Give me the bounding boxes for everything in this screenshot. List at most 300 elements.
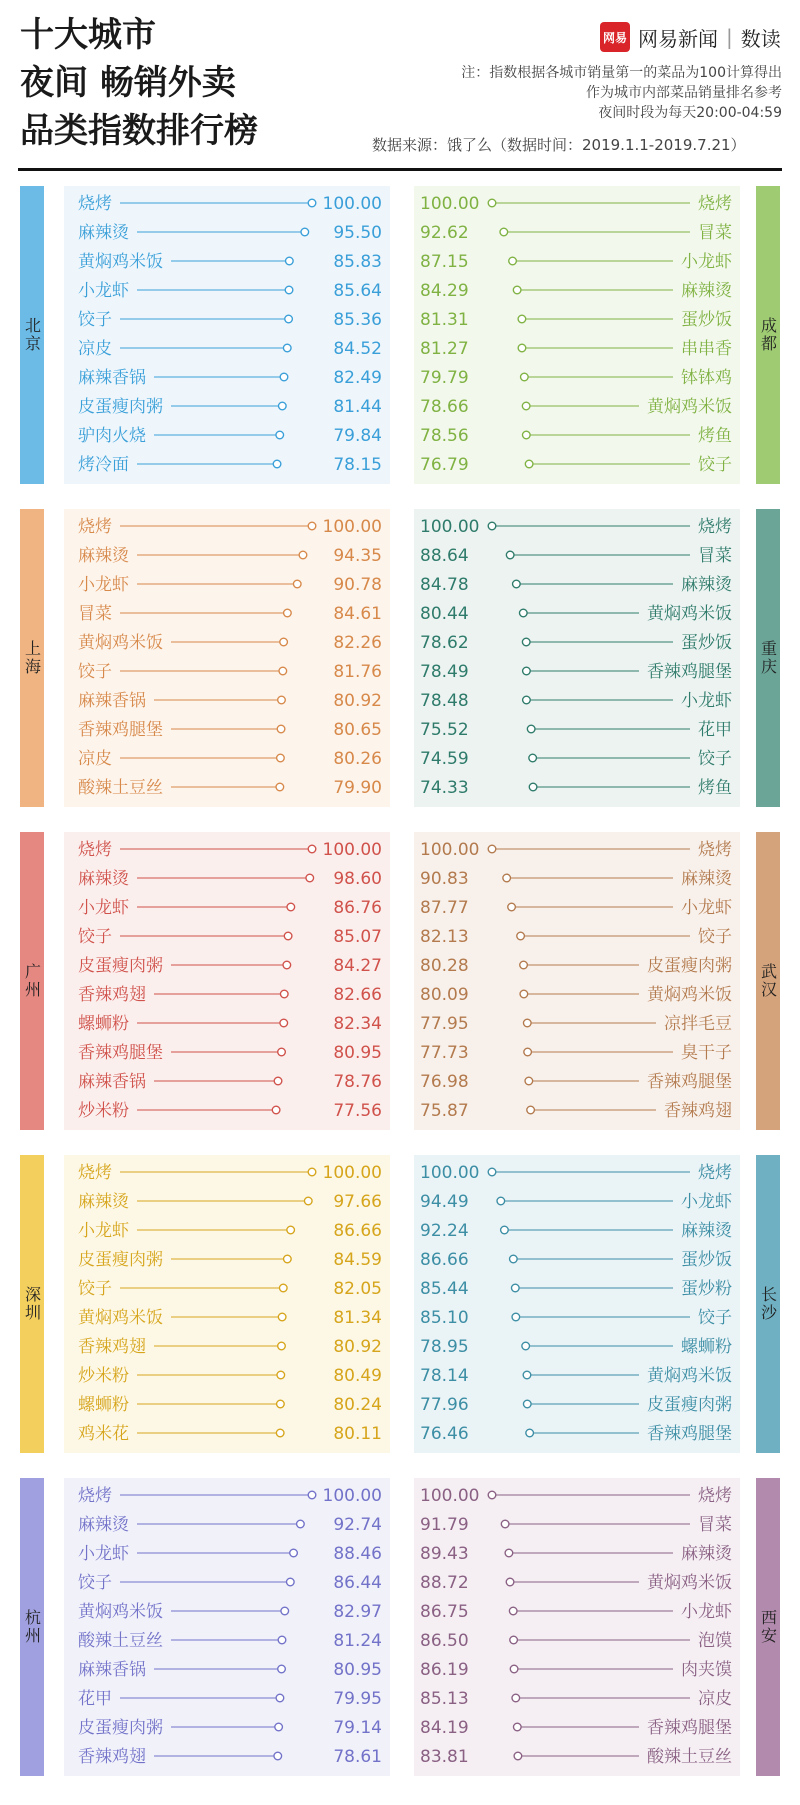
item-name: 冒菜 xyxy=(698,546,732,566)
item-value: 85.83 xyxy=(333,252,382,272)
lollipop-dot xyxy=(520,961,528,969)
lollipop-dot xyxy=(527,725,535,733)
item-name: 麻辣烫 xyxy=(681,869,732,889)
lollipop-dot xyxy=(520,990,528,998)
lollipop-dot xyxy=(512,1313,520,1321)
lollipop-dot xyxy=(506,551,514,559)
lollipop-dot xyxy=(272,1106,280,1114)
lollipop-dot xyxy=(273,460,281,468)
city-bar-长沙 xyxy=(756,1155,780,1453)
item-value: 82.66 xyxy=(333,985,382,1005)
item-value: 79.14 xyxy=(333,1718,382,1738)
item-value: 87.15 xyxy=(420,252,469,272)
item-name: 麻辣烫 xyxy=(78,1192,129,1212)
item-name: 烧烤 xyxy=(78,1163,112,1183)
item-name: 黄焖鸡米饭 xyxy=(78,633,163,653)
chart-深圳 xyxy=(64,1155,390,1453)
title-line-2: 夜间 畅销外卖 xyxy=(20,63,236,103)
item-name: 黄焖鸡米饭 xyxy=(78,1308,163,1328)
item-value: 86.66 xyxy=(333,1221,382,1241)
item-value: 82.13 xyxy=(420,927,469,947)
item-value: 86.44 xyxy=(333,1573,382,1593)
lollipop-dot xyxy=(513,1723,521,1731)
lollipop-dot xyxy=(284,609,292,617)
lollipop-dot xyxy=(293,580,301,588)
item-name: 香辣鸡翅 xyxy=(78,985,146,1005)
lollipop-dot xyxy=(308,845,316,853)
lollipop-dot xyxy=(308,1491,316,1499)
item-name: 驴肉火烧 xyxy=(78,426,146,446)
lollipop-dot xyxy=(488,1491,496,1499)
panel-上海 xyxy=(64,509,390,807)
item-value: 79.90 xyxy=(333,778,382,798)
item-value: 84.78 xyxy=(420,575,469,595)
item-name: 饺子 xyxy=(698,927,732,947)
item-name: 皮蛋瘦肉粥 xyxy=(647,956,732,976)
item-value: 78.62 xyxy=(420,633,469,653)
item-value: 78.48 xyxy=(420,691,469,711)
note-line-2: 作为城市内部菜品销量排名参考 xyxy=(586,85,782,101)
city-label: 长沙 xyxy=(758,1286,778,1322)
item-value: 81.44 xyxy=(333,397,382,417)
lollipop-dot xyxy=(277,754,285,762)
lollipop-dot xyxy=(517,932,525,940)
item-name: 香辣鸡腿堡 xyxy=(78,1043,163,1063)
item-name: 饺子 xyxy=(698,749,732,769)
city-label: 成都 xyxy=(758,317,778,353)
item-name: 饺子 xyxy=(78,310,112,330)
city-label: 上海 xyxy=(22,640,42,676)
lollipop-dot xyxy=(514,1752,522,1760)
lollipop-dot xyxy=(308,1168,316,1176)
panel-杭州 xyxy=(64,1478,390,1776)
item-name: 香辣鸡翅 xyxy=(78,1337,146,1357)
item-name: 烤鱼 xyxy=(698,426,732,446)
item-name: 冒菜 xyxy=(698,223,732,243)
item-value: 81.76 xyxy=(333,662,382,682)
item-value: 80.44 xyxy=(420,604,469,624)
item-name: 小龙虾 xyxy=(78,281,129,301)
lollipop-dot xyxy=(306,874,314,882)
lollipop-dot xyxy=(274,1752,282,1760)
lollipop-dot xyxy=(488,1168,496,1176)
item-value: 85.10 xyxy=(420,1308,469,1328)
item-value: 78.66 xyxy=(420,397,469,417)
item-value: 80.92 xyxy=(333,691,382,711)
item-value: 80.24 xyxy=(333,1395,382,1415)
item-value: 85.36 xyxy=(333,310,382,330)
item-name: 香辣鸡翅 xyxy=(664,1101,732,1121)
item-value: 74.33 xyxy=(420,778,469,798)
panel-深圳 xyxy=(64,1155,390,1453)
item-value: 100.00 xyxy=(420,194,480,214)
note-line-3: 夜间时段为每天20:00-04:59 xyxy=(598,105,782,121)
lollipop-dot xyxy=(280,990,288,998)
item-name: 麻辣烫 xyxy=(78,869,129,889)
item-value: 80.95 xyxy=(333,1043,382,1063)
item-value: 77.56 xyxy=(333,1101,382,1121)
lollipop-dot xyxy=(523,1400,531,1408)
netease-logo-icon: 网易 xyxy=(600,22,630,52)
item-value: 79.84 xyxy=(333,426,382,446)
item-name: 麻辣烫 xyxy=(681,575,732,595)
chart-上海 xyxy=(64,509,390,807)
lollipop-dot xyxy=(523,696,531,704)
lollipop-dot xyxy=(280,1019,288,1027)
item-value: 85.13 xyxy=(420,1689,469,1709)
item-name: 蛋炒饭 xyxy=(681,1250,732,1270)
item-value: 79.95 xyxy=(333,1689,382,1709)
item-value: 78.76 xyxy=(333,1072,382,1092)
item-name: 烧烤 xyxy=(698,1486,732,1506)
lollipop-dot xyxy=(488,845,496,853)
note-line-1: 注：指数根据各城市销量第一的菜品为100计算得出 xyxy=(461,65,782,81)
item-value: 90.83 xyxy=(420,869,469,889)
city-label: 广州 xyxy=(22,963,42,999)
item-name: 烧烤 xyxy=(698,840,732,860)
item-value: 86.75 xyxy=(420,1602,469,1622)
lollipop-dot xyxy=(523,667,531,675)
item-name: 香辣鸡翅 xyxy=(78,1747,146,1767)
item-value: 88.64 xyxy=(420,546,469,566)
chart-杭州 xyxy=(64,1478,390,1776)
item-name: 饺子 xyxy=(78,927,112,947)
lollipop-dot xyxy=(509,257,517,265)
chart-北京 xyxy=(64,186,390,484)
item-name: 小龙虾 xyxy=(681,252,732,272)
item-name: 皮蛋瘦肉粥 xyxy=(647,1395,732,1415)
item-name: 冒菜 xyxy=(78,604,112,624)
item-name: 香辣鸡腿堡 xyxy=(647,1424,732,1444)
item-name: 黄焖鸡米饭 xyxy=(78,252,163,272)
panel-成都 xyxy=(414,186,740,484)
item-name: 炒米粉 xyxy=(78,1366,129,1386)
item-value: 97.66 xyxy=(333,1192,382,1212)
lollipop-dot xyxy=(274,1077,282,1085)
item-name: 烧烤 xyxy=(78,194,112,214)
lollipop-dot xyxy=(287,1578,295,1586)
item-value: 84.27 xyxy=(333,956,382,976)
lollipop-dot xyxy=(308,522,316,530)
chart-成都 xyxy=(414,186,740,484)
lollipop-dot xyxy=(301,228,309,236)
item-name: 麻辣香锅 xyxy=(78,1660,146,1680)
city-bar-西安 xyxy=(756,1478,780,1776)
item-name: 黄焖鸡米饭 xyxy=(647,397,732,417)
item-name: 烧烤 xyxy=(78,840,112,860)
lollipop-dot xyxy=(277,1400,285,1408)
panel-重庆 xyxy=(414,509,740,807)
item-value: 82.34 xyxy=(333,1014,382,1034)
item-name: 烧烤 xyxy=(698,517,732,537)
item-value: 75.87 xyxy=(420,1101,469,1121)
item-value: 92.24 xyxy=(420,1221,469,1241)
item-name: 臭干子 xyxy=(681,1043,732,1063)
lollipop-dot xyxy=(304,1197,312,1205)
item-value: 94.49 xyxy=(420,1192,469,1212)
item-value: 100.00 xyxy=(322,840,382,860)
lollipop-dot xyxy=(285,315,293,323)
item-value: 91.79 xyxy=(420,1515,469,1535)
lollipop-dot xyxy=(308,199,316,207)
item-value: 84.29 xyxy=(420,281,469,301)
lollipop-dot xyxy=(510,1665,518,1673)
brand-sub: 数读 xyxy=(740,26,781,51)
lollipop-dot xyxy=(278,1665,286,1673)
lollipop-dot xyxy=(279,1284,287,1292)
item-name: 烤鱼 xyxy=(698,778,732,798)
item-value: 78.56 xyxy=(420,426,469,446)
item-value: 88.46 xyxy=(333,1544,382,1564)
title-line-1: 十大城市 xyxy=(20,15,156,55)
chart-武汉 xyxy=(414,832,740,1130)
lollipop-dot xyxy=(285,286,293,294)
item-name: 烤冷面 xyxy=(78,455,129,475)
item-value: 86.66 xyxy=(420,1250,469,1270)
item-value: 77.95 xyxy=(420,1014,469,1034)
lollipop-dot xyxy=(500,228,508,236)
lollipop-dot xyxy=(276,1429,284,1437)
item-value: 86.76 xyxy=(333,898,382,918)
item-value: 81.27 xyxy=(420,339,469,359)
item-name: 泡馍 xyxy=(698,1631,732,1651)
lollipop-dot xyxy=(278,1342,286,1350)
lollipop-dot xyxy=(525,460,533,468)
item-value: 85.64 xyxy=(333,281,382,301)
item-value: 80.65 xyxy=(333,720,382,740)
item-value: 86.50 xyxy=(420,1631,469,1651)
city-label: 深圳 xyxy=(22,1286,42,1322)
lollipop-dot xyxy=(521,373,529,381)
city-bar-杭州 xyxy=(20,1478,44,1776)
item-name: 饺子 xyxy=(78,1279,112,1299)
lollipop-dot xyxy=(278,1636,286,1644)
item-name: 皮蛋瘦肉粥 xyxy=(78,1718,163,1738)
item-value: 82.49 xyxy=(333,368,382,388)
city-label: 杭州 xyxy=(22,1609,42,1645)
item-value: 80.95 xyxy=(333,1660,382,1680)
item-name: 皮蛋瘦肉粥 xyxy=(78,397,163,417)
item-name: 小龙虾 xyxy=(681,1192,732,1212)
lollipop-dot xyxy=(510,1255,518,1263)
item-name: 小龙虾 xyxy=(681,691,732,711)
lollipop-dot xyxy=(497,1197,505,1205)
item-name: 皮蛋瘦肉粥 xyxy=(78,1250,163,1270)
item-name: 钵钵鸡 xyxy=(681,368,732,388)
lollipop-dot xyxy=(290,1549,298,1557)
panel-长沙 xyxy=(414,1155,740,1453)
item-value: 77.96 xyxy=(420,1395,469,1415)
lollipop-dot xyxy=(518,344,526,352)
item-value: 92.62 xyxy=(420,223,469,243)
item-value: 75.52 xyxy=(420,720,469,740)
item-value: 76.79 xyxy=(420,455,469,475)
city-bar-武汉 xyxy=(756,832,780,1130)
item-name: 蛋炒饭 xyxy=(681,633,732,653)
item-name: 饺子 xyxy=(78,662,112,682)
item-name: 麻辣香锅 xyxy=(78,691,146,711)
item-name: 酸辣土豆丝 xyxy=(78,1631,163,1651)
item-value: 100.00 xyxy=(420,1163,480,1183)
item-value: 79.79 xyxy=(420,368,469,388)
lollipop-dot xyxy=(280,373,288,381)
lollipop-dot xyxy=(276,1694,284,1702)
item-name: 鸡米花 xyxy=(78,1424,129,1444)
item-value: 78.95 xyxy=(420,1337,469,1357)
lollipop-dot xyxy=(527,1106,535,1114)
item-value: 98.60 xyxy=(333,869,382,889)
item-value: 80.26 xyxy=(333,749,382,769)
lollipop-dot xyxy=(299,551,307,559)
item-name: 黄焖鸡米饭 xyxy=(78,1602,163,1622)
lollipop-dot xyxy=(287,1226,295,1234)
data-source: 数据来源：饿了么（数据时间：2019.1.1-2019.7.21） xyxy=(372,136,746,154)
city-bar-深圳 xyxy=(20,1155,44,1453)
item-value: 85.07 xyxy=(333,927,382,947)
lollipop-dot xyxy=(281,1607,289,1615)
lollipop-dot xyxy=(278,1048,286,1056)
lollipop-dot xyxy=(529,754,537,762)
item-name: 香辣鸡腿堡 xyxy=(647,1718,732,1738)
lollipop-dot xyxy=(283,344,291,352)
lollipop-dot xyxy=(279,402,287,410)
item-name: 酸辣土豆丝 xyxy=(78,778,163,798)
item-value: 80.28 xyxy=(420,956,469,976)
city-label: 重庆 xyxy=(758,640,778,676)
item-value: 84.52 xyxy=(333,339,382,359)
lollipop-dot xyxy=(276,431,284,439)
lollipop-dot xyxy=(283,961,291,969)
item-value: 80.92 xyxy=(333,1337,382,1357)
city-label: 北京 xyxy=(22,317,42,353)
lollipop-dot xyxy=(511,1284,519,1292)
item-value: 88.72 xyxy=(420,1573,469,1593)
lollipop-dot xyxy=(526,1429,534,1437)
item-value: 87.77 xyxy=(420,898,469,918)
item-name: 饺子 xyxy=(78,1573,112,1593)
lollipop-dot xyxy=(522,1342,530,1350)
lollipop-dot xyxy=(286,257,294,265)
item-name: 麻辣烫 xyxy=(78,223,129,243)
city-bar-成都 xyxy=(756,186,780,484)
item-name: 小龙虾 xyxy=(78,1544,129,1564)
item-name: 麻辣香锅 xyxy=(78,368,146,388)
item-name: 麻辣香锅 xyxy=(78,1072,146,1092)
item-value: 100.00 xyxy=(420,517,480,537)
city-label: 武汉 xyxy=(758,963,778,999)
city-bar-北京 xyxy=(20,186,44,484)
item-value: 94.35 xyxy=(333,546,382,566)
lollipop-dot xyxy=(522,638,530,646)
lollipop-dot xyxy=(276,783,284,791)
lollipop-dot xyxy=(503,874,511,882)
item-value: 85.44 xyxy=(420,1279,469,1299)
item-value: 78.61 xyxy=(333,1747,382,1767)
lollipop-dot xyxy=(284,932,292,940)
item-name: 螺蛳粉 xyxy=(78,1014,129,1034)
item-name: 小龙虾 xyxy=(78,898,129,918)
lollipop-dot xyxy=(529,783,537,791)
chart-重庆 xyxy=(414,509,740,807)
lollipop-dot xyxy=(519,609,527,617)
lollipop-dot xyxy=(297,1520,305,1528)
item-value: 100.00 xyxy=(322,517,382,537)
item-value: 100.00 xyxy=(322,194,382,214)
item-name: 螺蛳粉 xyxy=(681,1337,732,1357)
lollipop-dot xyxy=(275,1723,283,1731)
item-value: 95.50 xyxy=(333,223,382,243)
header-divider xyxy=(18,168,782,171)
lollipop-dot xyxy=(523,1371,531,1379)
lollipop-dot xyxy=(287,903,295,911)
lollipop-dot xyxy=(488,199,496,207)
lollipop-dot xyxy=(278,1313,286,1321)
item-value: 80.09 xyxy=(420,985,469,1005)
lollipop-dot xyxy=(278,696,286,704)
item-value: 76.46 xyxy=(420,1424,469,1444)
item-value: 80.49 xyxy=(333,1366,382,1386)
item-name: 肉夹馍 xyxy=(681,1660,732,1680)
item-name: 凉皮 xyxy=(78,339,112,359)
item-name: 黄焖鸡米饭 xyxy=(647,604,732,624)
city-bar-重庆 xyxy=(756,509,780,807)
lollipop-dot xyxy=(508,903,516,911)
item-name: 小龙虾 xyxy=(78,1221,129,1241)
lollipop-dot xyxy=(525,1077,533,1085)
item-value: 78.14 xyxy=(420,1366,469,1386)
item-name: 烧烤 xyxy=(698,1163,732,1183)
city-label: 西安 xyxy=(758,1609,778,1645)
item-value: 74.59 xyxy=(420,749,469,769)
item-name: 黄焖鸡米饭 xyxy=(647,985,732,1005)
item-name: 蛋炒饭 xyxy=(681,310,732,330)
item-name: 香辣鸡腿堡 xyxy=(647,662,732,682)
item-name: 饺子 xyxy=(698,455,732,475)
item-name: 麻辣烫 xyxy=(681,281,732,301)
item-name: 小龙虾 xyxy=(681,1602,732,1622)
lollipop-dot xyxy=(522,402,530,410)
city-bar-广州 xyxy=(20,832,44,1130)
item-name: 小龙虾 xyxy=(681,898,732,918)
item-name: 香辣鸡腿堡 xyxy=(647,1072,732,1092)
lollipop-dot xyxy=(518,315,526,323)
brand-name: 网易新闻 xyxy=(638,26,718,51)
item-value: 92.74 xyxy=(333,1515,382,1535)
lollipop-dot xyxy=(505,1549,513,1557)
item-name: 花甲 xyxy=(698,720,732,740)
item-value: 81.24 xyxy=(333,1631,382,1651)
item-value: 84.61 xyxy=(333,604,382,624)
chart-广州 xyxy=(64,832,390,1130)
lollipop-dot xyxy=(509,1607,517,1615)
lollipop-dot xyxy=(523,431,531,439)
panel-武汉 xyxy=(414,832,740,1130)
brand-divider: | xyxy=(726,25,733,49)
item-name: 烧烤 xyxy=(78,1486,112,1506)
item-name: 凉拌毛豆 xyxy=(664,1014,732,1034)
item-name: 香辣鸡腿堡 xyxy=(78,720,163,740)
item-value: 76.98 xyxy=(420,1072,469,1092)
item-name: 皮蛋瘦肉粥 xyxy=(78,956,163,976)
lollipop-dot xyxy=(512,1694,520,1702)
item-value: 100.00 xyxy=(322,1486,382,1506)
title-line-3: 品类指数排行榜 xyxy=(20,111,258,151)
city-bar-上海 xyxy=(20,509,44,807)
item-name: 蛋炒粉 xyxy=(681,1279,732,1299)
item-value: 82.97 xyxy=(333,1602,382,1622)
item-value: 89.43 xyxy=(420,1544,469,1564)
panel-北京 xyxy=(64,186,390,484)
